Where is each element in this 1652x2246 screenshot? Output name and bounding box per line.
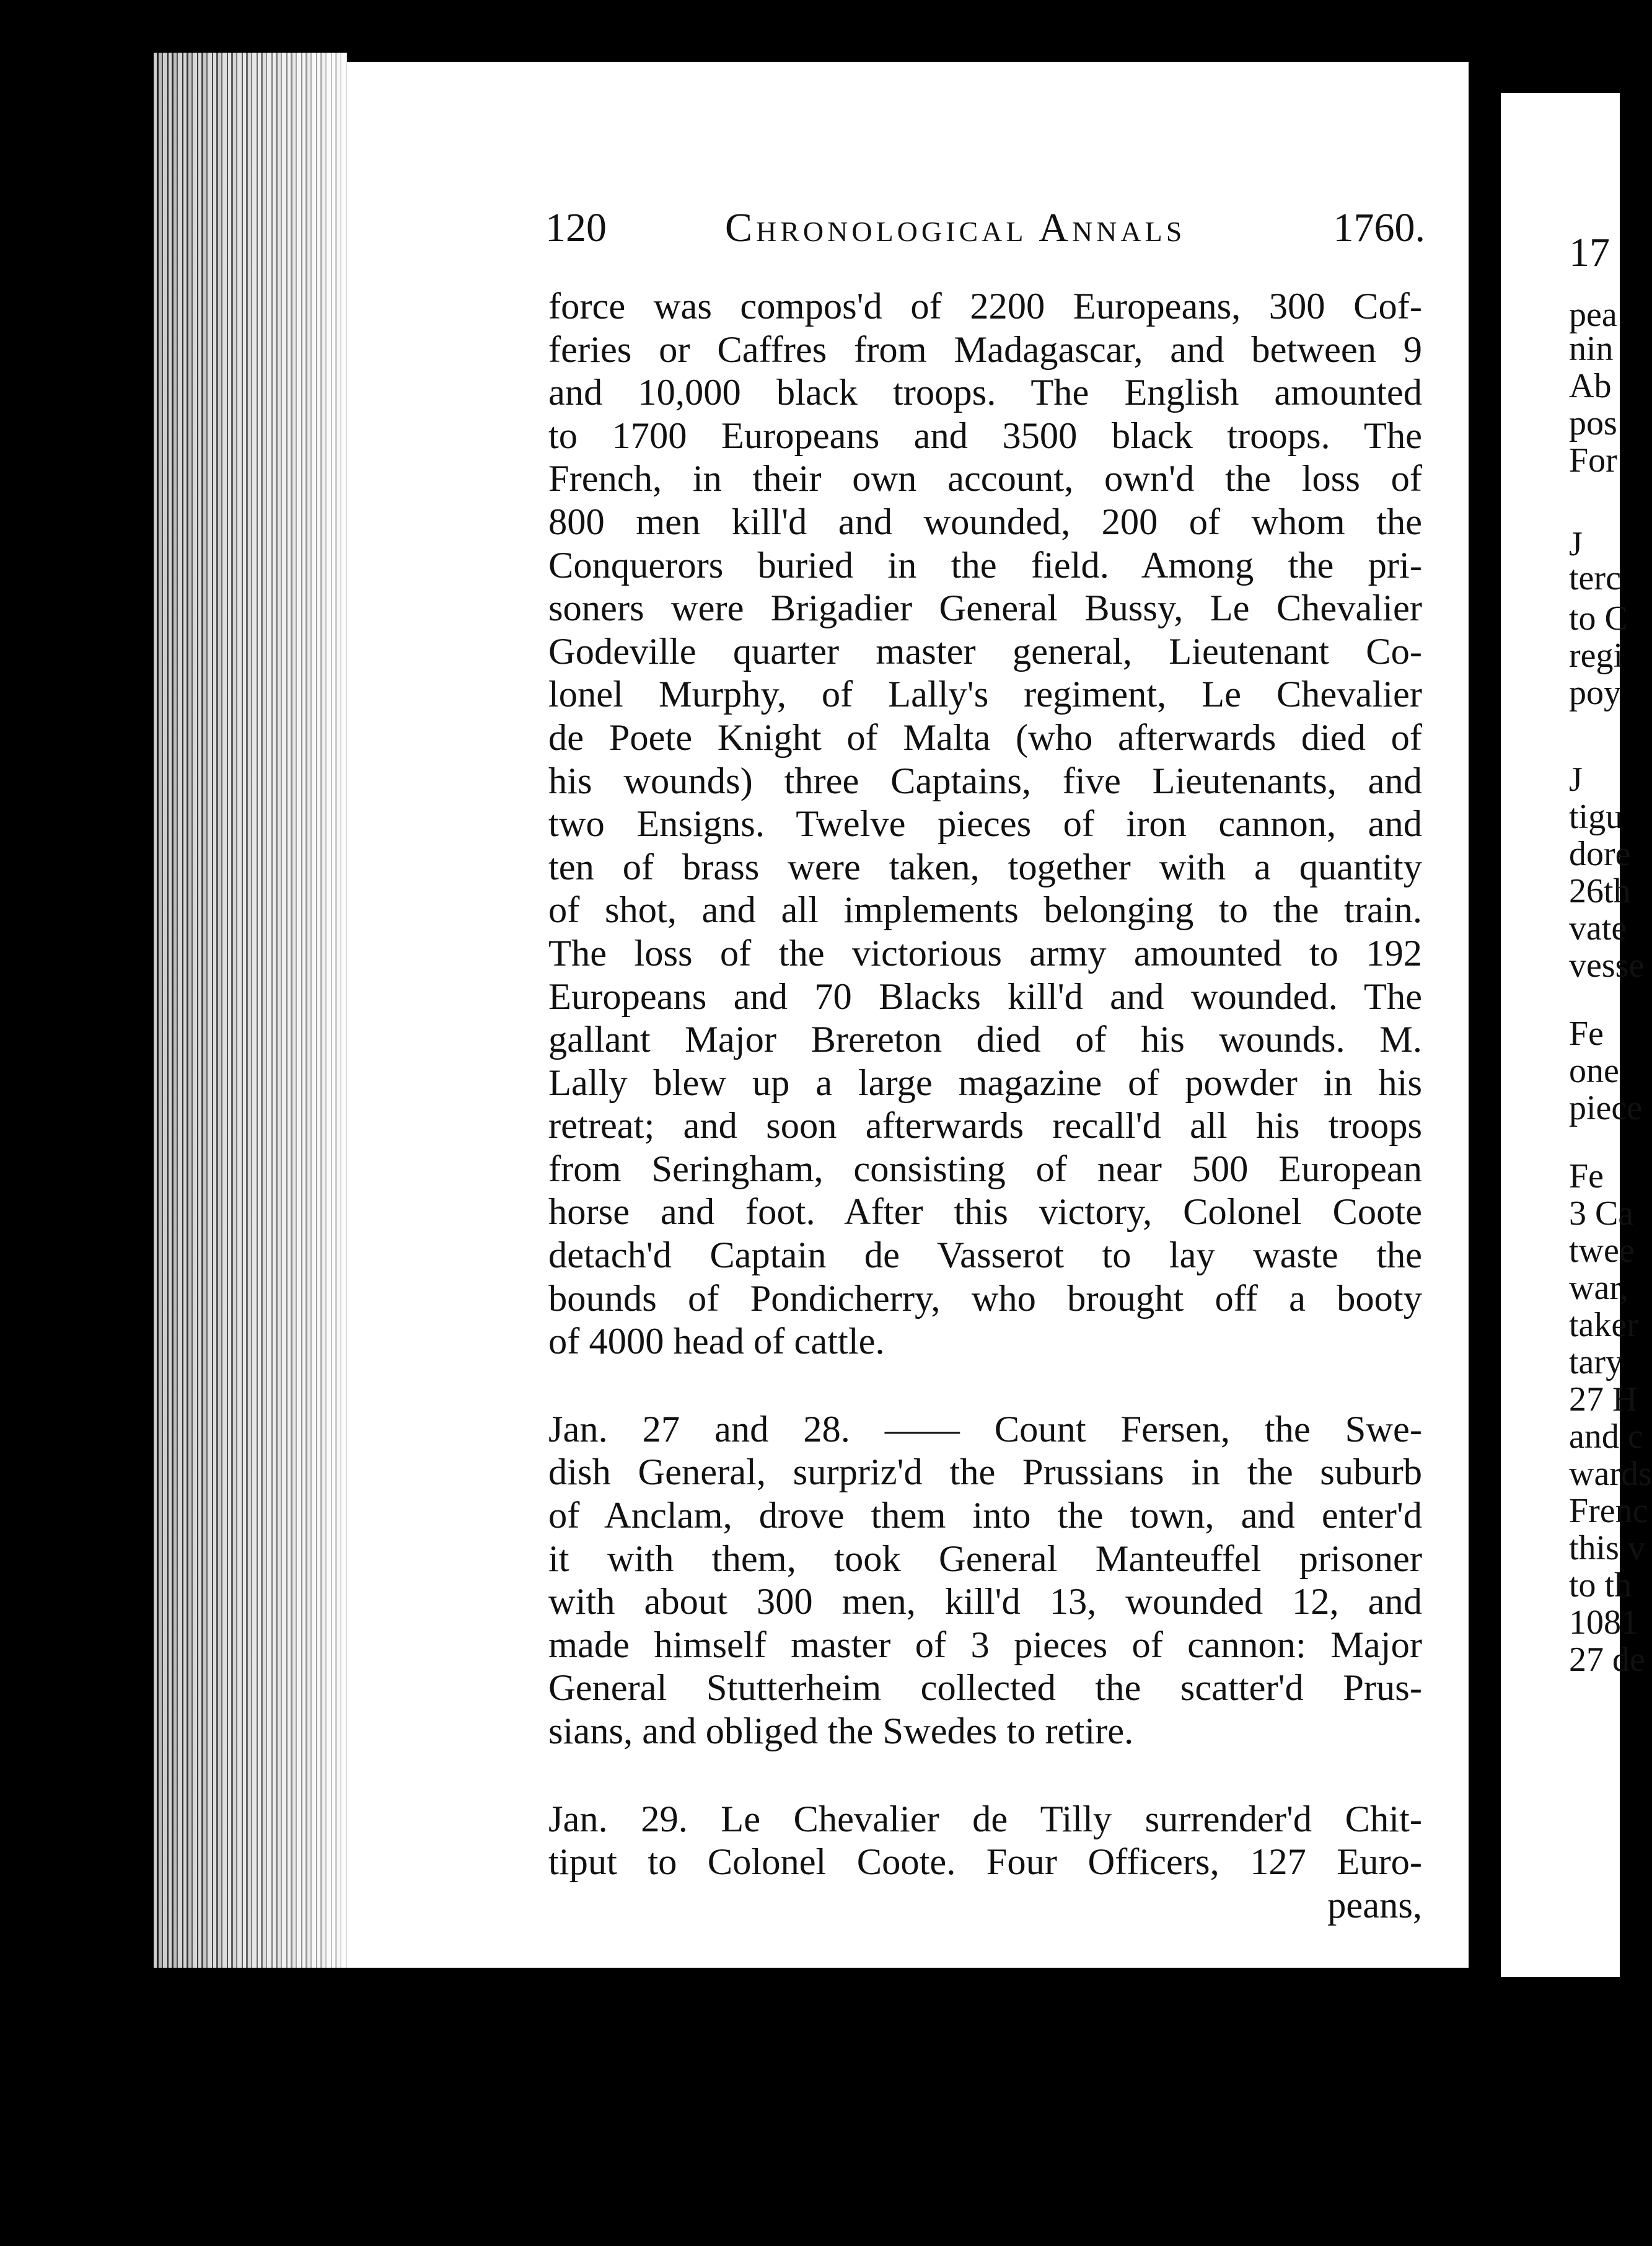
text-line: feries or Caffres from Madagascar, and between 9	[548, 328, 1422, 371]
facing-page-line: to C	[1569, 599, 1628, 638]
facing-page-line: tigu	[1569, 798, 1623, 836]
facing-page-line: Frenc	[1569, 1492, 1648, 1530]
running-head	[545, 205, 1425, 260]
facing-page-line: terc	[1569, 559, 1621, 597]
text-line: The loss of the victorious army amounted to 192	[548, 932, 1422, 974]
text-line: Europeans and 70 Blacks kill'd and wounded. The	[548, 975, 1422, 1018]
facing-page-line: 26th	[1569, 872, 1631, 910]
facing-page-line: tary	[1569, 1343, 1623, 1381]
text-line: force was compos'd of 2200 Europeans, 300 Cof-	[548, 286, 1422, 327]
facing-page-line: this v	[1569, 1529, 1645, 1567]
facing-page-line: to th	[1569, 1566, 1632, 1605]
text-line: gallant Major Brereton died of his wounds. M.	[548, 1019, 1422, 1061]
text-line: General Stutterheim collected the scatter'd Prus-	[548, 1667, 1422, 1709]
text-line: Godeville quarter master general, Lieutenant Co-	[548, 630, 1422, 672]
text-line: tiput to Colonel Coote. Four Officers, 127 Euro-	[548, 1841, 1422, 1883]
facing-page-line: one	[1569, 1052, 1619, 1090]
facing-page-line: 3 Ca	[1569, 1194, 1634, 1233]
book-page-edges	[154, 53, 347, 1968]
facing-page-line: dore	[1569, 835, 1631, 873]
text-line: of 4000 head of cattle.	[548, 1321, 885, 1363]
facing-page-fragment	[1501, 93, 1652, 1977]
facing-page-line: wards	[1569, 1455, 1652, 1493]
facing-page-line: J	[1569, 525, 1583, 563]
facing-page-line: Ab	[1569, 367, 1612, 405]
text-line: dish General, surpriz'd the Prussians in the suburb	[548, 1451, 1422, 1494]
facing-page-line: regi	[1569, 636, 1623, 675]
text-line: and 10,000 black troops. The English amounted	[548, 372, 1422, 414]
facing-page-line: nin	[1569, 330, 1614, 368]
facing-page-line: J	[1569, 760, 1583, 799]
text-line: his wounds) three Captains, five Lieutenants, and	[548, 760, 1422, 802]
book-gutter	[1469, 0, 1501, 2246]
text-line: retreat; and soon afterwards recall'd all his troops	[548, 1105, 1422, 1147]
facing-page-line: For	[1569, 441, 1617, 480]
text-line: Jan. 29. Le Chevalier de Tilly surrender'd Chit-	[548, 1798, 1422, 1840]
text-line: to 1700 Europeans and 3500 black troops. The	[548, 415, 1422, 457]
facing-page-line: 1081	[1569, 1603, 1638, 1642]
facing-page-line: Fe	[1569, 1015, 1604, 1053]
text-line: sians, and obliged the Swedes to retire.	[548, 1711, 1134, 1752]
facing-page-line: poy	[1569, 674, 1621, 712]
text-line: with about 300 men, kill'd 13, wounded 12, and	[548, 1581, 1422, 1623]
paragraph-battle-account	[548, 285, 1422, 1363]
facing-page-running-head: 17	[1569, 230, 1610, 275]
text-line: Lally blew up a large magazine of powder in his	[548, 1062, 1422, 1104]
text-line: ten of brass were taken, together with a quantity	[548, 846, 1422, 888]
text-line: 800 men kill'd and wounded, 200 of whom the	[548, 501, 1422, 543]
text-line: lonel Murphy, of Lally's regiment, Le Chevalier	[548, 674, 1422, 716]
text-line: de Poete Knight of Malta (who afterwards died of	[548, 716, 1422, 759]
facing-page-line: piece	[1569, 1089, 1643, 1127]
facing-page-line: 27 de	[1569, 1640, 1645, 1679]
text-line: made himself master of 3 pieces of cannon: Major	[548, 1624, 1422, 1666]
paragraph-jan-29	[548, 1798, 1422, 1884]
text-line: from Seringham, consisting of near 500 European	[548, 1148, 1422, 1190]
text-line: Conquerors buried in the field. Among the pri-	[548, 544, 1422, 586]
facing-page-line: vate	[1569, 909, 1627, 948]
facing-page-line: twee	[1569, 1231, 1635, 1270]
facing-page-line: war,	[1569, 1269, 1628, 1307]
running-year: 1760.	[1333, 205, 1425, 250]
body-text	[548, 285, 1422, 1927]
facing-page-line: taker	[1569, 1306, 1638, 1344]
facing-page-line: vesse	[1569, 946, 1645, 985]
text-line: of Anclam, drove them into the town, and enter'd	[548, 1495, 1422, 1537]
text-line: of shot, and all implements belonging to the train.	[548, 889, 1422, 931]
text-line: French, in their own account, own'd the loss of	[548, 458, 1422, 500]
text-line: two Ensigns. Twelve pieces of iron cannon, and	[548, 803, 1422, 845]
facing-page-line: and c	[1569, 1417, 1643, 1456]
paragraph-jan-27-28	[548, 1408, 1422, 1753]
text-line: soners were Brigadier General Bussy, Le Chevalier	[548, 588, 1422, 630]
facing-page-line: 27 H	[1569, 1380, 1638, 1419]
running-title: Chronological Annals	[725, 205, 1186, 250]
facing-page-line: Fe	[1569, 1157, 1604, 1196]
text-line: it with them, took General Manteuffel prisoner	[548, 1538, 1422, 1580]
text-line: detach'd Captain de Vasserot to lay waste the	[548, 1235, 1422, 1277]
facing-page-line: pea	[1569, 296, 1617, 334]
page-number: 120	[545, 205, 607, 250]
text-line: bounds of Pondicherry, who brought off a booty	[548, 1277, 1422, 1319]
text-line: Jan. 27 and 28. —— Count Fersen, the Swe-	[548, 1408, 1422, 1450]
facing-page-line: pos	[1569, 404, 1617, 443]
catchword: peans,	[1327, 1884, 1422, 1926]
text-line: horse and foot. After this victory, Colonel Coote	[548, 1191, 1422, 1233]
